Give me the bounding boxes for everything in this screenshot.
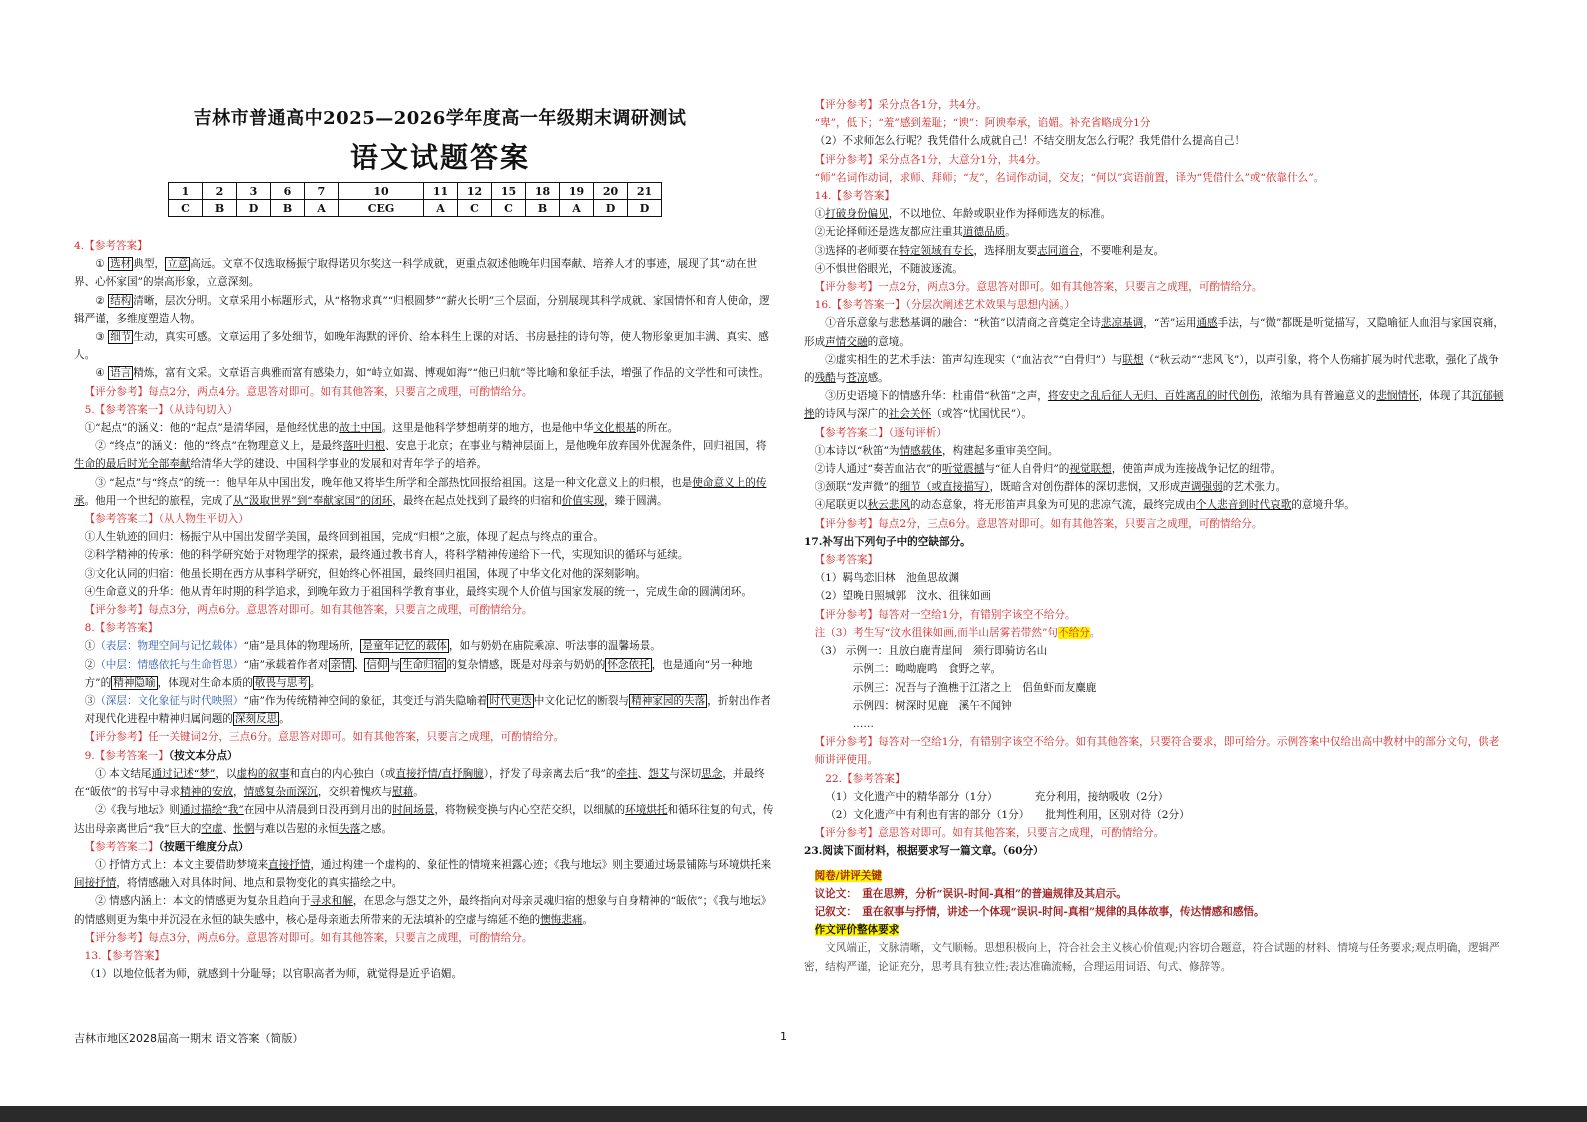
answer-text: 手法，与“微”都既是听觉描写，又隐喻征人血泪与家国哀痛，形成 bbox=[804, 317, 1504, 348]
underlined-keyword: 将安史之乱后征人无归、百姓离乱的时代创伤 bbox=[1047, 390, 1260, 403]
q13-note-1: “卑”，低下；“羞”感到羞耻；“谀”：阿谀奉承，谄媚。补充省略成分1分 bbox=[814, 117, 1151, 130]
answer-text: “庙”作为传统精神空间的象征，其变迁与消失隐喻着 bbox=[243, 695, 488, 708]
q5-point-1 bbox=[74, 419, 776, 437]
keyword-box: 信仰 bbox=[366, 658, 388, 671]
point-number: ① bbox=[95, 258, 105, 271]
q17-heading: 17.补写出下列句子中的空缺部分。 bbox=[804, 535, 971, 548]
answer-cell: B bbox=[203, 200, 237, 217]
keyword-box: 精神隐喻 bbox=[113, 676, 156, 689]
answer-text: 清晰，层次分明。文章采用小标题形式，从“格物求真”“归根圆梦”“薪火长明”三个层面，分别展现其科学成就、家国情怀和育人使命，逻辑严谨，多维度塑造人物。 bbox=[74, 294, 770, 325]
question-number-cell: 12 bbox=[458, 183, 492, 200]
q9-alt-heading bbox=[74, 838, 776, 856]
q5-alt-point-1: ①人生轨迹的回归：杨振宁从中国出发留学美国，最终回到祖国，完成“归根”之旅，体现了起点与终点的重合。 bbox=[84, 531, 604, 544]
answer-text: ④尾联更以 bbox=[814, 499, 868, 512]
answer-text: ，将情感融入对具体时间、地点和景物变化的真实描绘之中。 bbox=[116, 877, 403, 890]
question-number-cell: 1 bbox=[169, 183, 203, 200]
answer-text: 感。 bbox=[867, 372, 889, 385]
question-number-cell: 18 bbox=[526, 183, 560, 200]
answer-text: 给清华大学的建设、中国科学事业的发展和对青年学子的培养。 bbox=[190, 458, 488, 471]
q13-scoring-1: 【评分参考】采分点各1分，共4分。 bbox=[814, 99, 987, 111]
underlined-keyword: 通过记述“梦” bbox=[151, 767, 216, 780]
answer-text: ），抒发了母亲离去后“我”的 bbox=[483, 767, 617, 780]
q16-point-1 bbox=[804, 314, 1504, 350]
q16-heading bbox=[804, 296, 1504, 314]
answer-text: 中文化记忆的断裂与 bbox=[533, 695, 630, 708]
answer-text: 。这里是他科学梦想萌芽的地方，也是他中华 bbox=[381, 422, 594, 435]
q17-scoring-2: 【评分参考】每答对一空给1分，有错别字该空不给分。如有其他答案，只要符合要求，即可给分。示例答案中仅给出高中教材中的部分文句，供老师讲评使用。 bbox=[814, 736, 1500, 767]
answer-title: 语文试题答案 bbox=[349, 141, 530, 174]
answer-cell: A bbox=[560, 200, 594, 217]
heading-text: 5.【参考答案一】 bbox=[84, 403, 169, 416]
answer-text: ，将物候变换与内心空茫交织，以细腻的 bbox=[434, 804, 626, 817]
answer-text: ，体现对生命本质的 bbox=[157, 676, 253, 689]
answer-text: ，通过构建一个虚构的、象征性的情境来袒露心迹；《我与地坛》则主要通过场景铺陈与环境烘托来 bbox=[310, 858, 772, 871]
answer-text: “庙”承载着作者对 bbox=[243, 658, 329, 671]
underlined-keyword: 听觉震撼 bbox=[941, 463, 985, 476]
answer-text: 和循环往复的句式，传达出母亲离世后“我”巨大的 bbox=[74, 804, 774, 835]
question-number-cell: 19 bbox=[560, 183, 594, 200]
answer-text: ② “终点”的涵义：他的“终点”在物理意义上，是最终 bbox=[95, 440, 343, 453]
heading-text: 【参考答案二】 bbox=[84, 840, 159, 853]
q14-point-3 bbox=[804, 242, 1504, 260]
answer-text: ③选择的老师要在 bbox=[814, 244, 900, 257]
keyword-box: 选材 bbox=[110, 258, 132, 271]
answer-text: ②无论择师还是选友都应注重其 bbox=[814, 226, 963, 239]
answer-text: ，体现了其 bbox=[1418, 390, 1472, 403]
heading-note: （分层次阐述艺术效果与思想内涵。） bbox=[905, 299, 1076, 312]
answer-text: ② 情感内涵上：本文的情感更为复杂且趋向于 bbox=[95, 895, 311, 908]
answer-cell: D bbox=[237, 200, 271, 217]
answer-text: 的所在。 bbox=[635, 422, 679, 435]
answer-text: 、 bbox=[353, 658, 365, 671]
answer-text: ，臻于圆满。 bbox=[604, 494, 668, 507]
answer-text: ，既暗含对创伤群体的深切悲悯，又形成 bbox=[989, 481, 1181, 494]
heading-text: 9.【参考答案一】 bbox=[84, 749, 169, 762]
underlined-keyword: 时间场景 bbox=[392, 804, 435, 817]
keyword-box: 精神家园的失落 bbox=[631, 695, 706, 708]
underlined-keyword: 悲凉基调 bbox=[1100, 317, 1144, 330]
q8-point-1 bbox=[74, 637, 776, 655]
q9-point-2 bbox=[74, 801, 776, 837]
question-number-cell: 7 bbox=[305, 183, 339, 200]
point-number: ② bbox=[95, 294, 105, 307]
highlighted-label: 阅卷/讲评关键 bbox=[814, 869, 883, 882]
question-number-cell: 10 bbox=[339, 183, 424, 200]
q16-alt-heading bbox=[804, 424, 1504, 442]
answer-text: ，以 bbox=[215, 767, 237, 780]
q17-scoring: 【评分参考】每答对一空给1分，有错别字该空不给分。 bbox=[814, 608, 1076, 621]
answer-text: ①“起点”的涵义：他的“起点”是清华园，是他经忧患的 bbox=[84, 422, 340, 435]
answer-text: ①音乐意象与悲愁基调的融合：“秋笛”以清商之音奠定全诗 bbox=[825, 317, 1101, 330]
question-number-cell: 3 bbox=[237, 183, 271, 200]
answer-text: ① 本文结尾 bbox=[95, 767, 152, 780]
answer-text: ， bbox=[233, 786, 244, 799]
answer-text: 高远。文章不仅选取杨振宁取得诺贝尔奖这一科学成就，更重点叙述他晚年归国奉献、培养人才的事迹，展现了其“动在世界、心怀家国”的崇高形象，立意深刻。 bbox=[74, 258, 758, 289]
q17-answer-2: （2）望晚日照城郭 汶水、徂徕如画 bbox=[814, 590, 991, 603]
keyword-box: 时代更迭 bbox=[489, 695, 532, 708]
q4-point-2 bbox=[74, 292, 776, 328]
answer-text: ③ “起点”与“终点”的统一：他早年从中国出发，晚年他又将毕生所学和全部热忱回报给祖国。这是一种文化意义上的归根，也是 bbox=[95, 476, 693, 489]
point-number: ③ bbox=[95, 331, 105, 344]
underlined-keyword: 联想 bbox=[1122, 353, 1144, 366]
q23-requirements: 文风端正，文脉清晰，文气顺畅。思想积极向上，符合社会主义核心价值观;内容切合题意，符合试题的材料、情境与任务要求;观点明确，逻辑严密，结构严谨，论证充分，思考具有独立性;表达准确流畅，合理运用词语、句式、修辞等。 bbox=[804, 942, 1500, 973]
question-number-cell: 6 bbox=[271, 183, 305, 200]
exam-title: 吉林市普通高中2025—2026学年度高一年级期末调研测试 bbox=[193, 108, 687, 129]
layer-tag: （深层：文化象征与时代映照） bbox=[95, 695, 244, 708]
highlighted-label: 作文评价整体要求 bbox=[814, 924, 900, 937]
q16-alt-point-1 bbox=[804, 442, 1504, 460]
answer-text: ，在思念与怨艾之外，最终指向对母亲灵魂归宿的想象与自身精神的“皈依”；《我与地坛》的情感则更为集中并沉浸在永恒的缺失感中，核心是母亲逝去所带来的无法填补的空虚与绵延不绝的 bbox=[74, 895, 772, 926]
answer-text: ，选择朋友要 bbox=[973, 244, 1038, 257]
underlined-keyword: 道德品质 bbox=[962, 226, 1006, 239]
underlined-keyword: 寻求和解 bbox=[310, 895, 353, 908]
answer-text: ① bbox=[814, 208, 826, 221]
q8-scoring: 【评分参考】任一关键词2分，三点6分。意思答对即可。如有其他答案，只要言之成理，可酌情给分。 bbox=[84, 731, 565, 744]
heading-note: （逐句评析） bbox=[888, 426, 948, 439]
answer-text: ，使笛声成为连接战争记忆的纽带。 bbox=[1111, 463, 1282, 476]
q5-heading bbox=[74, 401, 776, 419]
right-column bbox=[804, 96, 1504, 976]
layer-tag: （表层：物理空间与记忆载体） bbox=[95, 640, 244, 653]
q9-heading bbox=[74, 747, 776, 765]
q23-argumentative: 议论文： 重在思辨，分析“误识-时间-真相”的普遍规律及其启示。 bbox=[814, 887, 1127, 900]
q13-scoring-2: 【评分参考】采分点各1分，大意分1分，共4分。 bbox=[814, 153, 1047, 166]
q17-example-1: （3） 示例一：且放白鹿青崖间 须行即骑访名山 bbox=[814, 645, 1048, 658]
answer-text: ②诗人通过“奏苦血沾衣”的 bbox=[814, 463, 942, 476]
q23-narrative: 记叙文： 重在叙事与抒情，讲述一个体现“误识-时间-真相”规律的具体故事，传达情感和感悟。 bbox=[814, 905, 1265, 918]
q14-heading: 14.【参考答案】 bbox=[814, 190, 896, 203]
q8-point-2 bbox=[74, 656, 776, 692]
answer-text: ，不要唯利是友。 bbox=[1079, 244, 1165, 257]
answer-cell: C bbox=[169, 200, 203, 217]
answer-text: ，并最终在“皈依”的书写中寻求 bbox=[74, 767, 765, 799]
document-header bbox=[90, 104, 790, 176]
underlined-keyword: 声调强弱 bbox=[1180, 481, 1223, 494]
underlined-keyword: 苍凉 bbox=[846, 372, 868, 385]
answer-text: 在园中从清晨到日没再到月出的 bbox=[243, 804, 393, 817]
q13-heading: 13.【参考答案】 bbox=[84, 949, 166, 962]
underlined-keyword: 怅惘 bbox=[233, 822, 255, 835]
q14-point-4: ④不惧世俗眼光，不随波逐流。 bbox=[814, 262, 963, 275]
q16-alt-point-3 bbox=[804, 478, 1504, 496]
underlined-keyword: 社会关怀 bbox=[888, 408, 932, 421]
q8-heading: 8.【参考答案】 bbox=[84, 622, 159, 635]
q16-alt-point-4 bbox=[804, 496, 1504, 514]
underlined-keyword: 价值实现 bbox=[561, 494, 605, 507]
q13-note-2: “师”名词作动词，求师、拜师；“友”，名词作动词，交友；“何以”宾语前置，译为“凭借什么”或“依靠什么”。 bbox=[814, 171, 1325, 184]
answer-text: 之感。 bbox=[360, 822, 393, 835]
answer-text: ，折射出作者对现代化进程中精神归属问题的 bbox=[84, 695, 771, 726]
q5-alt-point-2: ②科学精神的传承：他的科学研究始于对物理学的探索，最终通过教书育人，将科学精神传递给下一代，实现知识的循环与延续。 bbox=[84, 549, 689, 562]
heading-note: （从诗句切入） bbox=[168, 403, 238, 416]
layer-tag: （中层：情感依托与生命哲思） bbox=[95, 658, 244, 671]
underlined-keyword: 声情交融 bbox=[825, 335, 868, 348]
underlined-keyword: 文化根基 bbox=[593, 422, 636, 435]
answer-text: 与难以告慰的永恒 bbox=[254, 822, 340, 835]
underlined-keyword: 直接抒情/直抒胸臆 bbox=[395, 767, 484, 780]
bottom-border bbox=[0, 1106, 1587, 1122]
answer-text: （或答“忧国忧民”）。 bbox=[931, 408, 1032, 421]
answer-text: ，构建起多重审美空间。 bbox=[941, 444, 1059, 457]
underlined-keyword: 沉郁顿挫 bbox=[804, 390, 1504, 421]
underlined-keyword: 落叶归根 bbox=[342, 440, 386, 453]
note-text: 。 bbox=[1089, 626, 1101, 639]
q17-example-ellipsis: …… bbox=[852, 717, 874, 730]
answer-text: “庙”是具体的物理场所， bbox=[243, 640, 361, 653]
underlined-keyword: 空虚 bbox=[201, 822, 223, 835]
underlined-keyword: 思念 bbox=[701, 767, 723, 780]
underlined-keyword: 视觉联想 bbox=[1069, 463, 1112, 476]
point-number: ② bbox=[84, 658, 96, 671]
answer-text: 的意境升华。 bbox=[1291, 499, 1355, 512]
q5-alt-heading bbox=[74, 510, 776, 528]
q22-answer-1: （1）文化遗产中的精华部分（1分） 充分利用，接纳吸收（2分） bbox=[825, 790, 1169, 803]
answer-text: 。 bbox=[413, 786, 424, 799]
answer-text: ②《我与地坛》则 bbox=[95, 804, 180, 817]
underlined-keyword: 个人悲音到时代哀歌 bbox=[1195, 499, 1292, 512]
heading-text: 16.【参考答案一】 bbox=[814, 299, 906, 312]
answer-text: ③历史语境下的情感升华：杜甫借“秋笛”之声， bbox=[825, 390, 1048, 403]
q9-alt-point-1 bbox=[74, 856, 776, 892]
answer-text: 的复杂情感，既是对母亲与奶奶的 bbox=[446, 658, 606, 671]
underlined-keyword: 虚构的叙事 bbox=[236, 767, 290, 780]
underlined-keyword: 悲悯情怀 bbox=[1376, 390, 1419, 403]
heading-text: 【参考答案二】 bbox=[84, 513, 159, 526]
q5-point-2 bbox=[74, 437, 776, 473]
underlined-keyword: 直接抒情 bbox=[268, 858, 311, 871]
answer-text: 生动，真实可感。文章运用了多处细节，如晚年海默的评价、给本科生上课的对话、书房悬挂的诗句等，使人物形象更加丰满、真实、感人。 bbox=[74, 331, 769, 362]
q17-example-4: 示例四：树深时见鹿 溪午不闻钟 bbox=[852, 699, 1012, 712]
q4-point-4 bbox=[74, 364, 776, 382]
point-number: ① bbox=[84, 640, 96, 653]
answer-text: 与 bbox=[389, 658, 401, 671]
q13-answer-2: （2）不求师怎么行呢？我凭借什么成就自己！不结交朋友怎么行呢？我凭借什么提高自己！ bbox=[814, 135, 1246, 148]
q5-point-3 bbox=[74, 474, 776, 510]
heading-note: （从人物生平切入） bbox=[158, 513, 249, 526]
underlined-keyword: 细节（或直接描写） bbox=[899, 481, 990, 494]
underlined-keyword: 懊悔悲痛 bbox=[540, 913, 583, 926]
answer-text: 的动态意象，将无形笛声具象为可见的悲凉气流，最终完成由 bbox=[909, 499, 1196, 512]
page-number: 1 bbox=[780, 1030, 787, 1043]
q14-scoring: 【评分参考】一点2分，两点3分。意思答对即可。如有其他答案，只要言之成理，可酌情给分。 bbox=[814, 281, 1263, 294]
underlined-keyword: 情感复杂而深沉 bbox=[243, 786, 318, 799]
answer-text: 精炼，富有文采。文章语言典雅而富有感染力，如“峙立如嵩、博观如海”“他已归航”等比喻和象征手法，增强了作品的文学性和可读性。 bbox=[133, 367, 770, 380]
answer-text: 。 bbox=[279, 713, 290, 726]
q23-requirements-label bbox=[804, 921, 1504, 939]
keyword-box: 细节 bbox=[110, 331, 132, 344]
q23-heading: 23.阅读下面材料，根据要求写一篇文章。（60分） bbox=[804, 845, 1044, 858]
keyword-box: 亲情 bbox=[330, 658, 352, 671]
keyword-box: 敬畏与思考 bbox=[254, 676, 308, 689]
answer-text: （“秋云动”“悲风飞”），以声引象，将个人伤痛扩展为时代悲歌，强化了战争的 bbox=[804, 353, 1499, 385]
answer-text: ，“苦”运用 bbox=[1143, 317, 1197, 330]
underlined-keyword: 环境烘托 bbox=[625, 804, 668, 817]
q14-point-2 bbox=[804, 223, 1504, 241]
underlined-keyword: 志同道合 bbox=[1037, 244, 1080, 257]
answer-text: 。 bbox=[1005, 226, 1016, 239]
answer-cell: D bbox=[628, 200, 662, 217]
keyword-box: 语言 bbox=[110, 367, 132, 380]
point-number: ③ bbox=[84, 695, 96, 708]
q22-scoring: 【评分参考】意思答对即可。如有其他答案，只要言之成理，可酌情给分。 bbox=[814, 827, 1165, 840]
answer-text: 。他用一个世纪的旅程，完成了 bbox=[84, 494, 233, 507]
underlined-keyword: 精神的安放 bbox=[180, 786, 234, 799]
keyword-box: 是童年记忆的载体 bbox=[362, 640, 448, 653]
q16-point-2 bbox=[804, 351, 1504, 387]
left-column bbox=[74, 237, 776, 983]
answer-text: ，如与奶奶在庙院乘凉、听法事的温馨场景。 bbox=[449, 640, 661, 653]
q5-alt-point-3: ③文化认同的归宿：他虽长期在西方从事科学研究，但始终心怀祖国，最终回归祖国，体现了中华文化对他的深刻影响。 bbox=[84, 567, 647, 580]
answer-text: 与深切 bbox=[669, 767, 702, 780]
answer-cell: A bbox=[424, 200, 458, 217]
answer-cell: CEG bbox=[339, 200, 424, 217]
underlined-keyword: 秋云悲风 bbox=[867, 499, 910, 512]
underlined-keyword: 特定领域有专长 bbox=[899, 244, 974, 257]
answer-text: 的意境。 bbox=[867, 335, 910, 348]
answer-cell: C bbox=[492, 200, 526, 217]
underlined-keyword: 慰藉 bbox=[392, 786, 414, 799]
heading-text: 【参考答案二】 bbox=[814, 426, 889, 439]
underlined-keyword: 残酷 bbox=[814, 372, 836, 385]
q4-point-1 bbox=[74, 255, 776, 291]
answer-row bbox=[169, 200, 662, 217]
answer-text: ①本诗以“秋笛”为 bbox=[814, 444, 900, 457]
q16-point-3 bbox=[804, 387, 1504, 423]
underlined-keyword: 情感载体 bbox=[899, 444, 942, 457]
answer-text: 、安息于北京；在事业与精神层面上，是他晚年放弃国外优渥条件，回归祖国，将 bbox=[385, 440, 767, 453]
keyword-box: 怀念依托 bbox=[607, 658, 650, 671]
answer-text: ，不以地位、年龄或职业作为择师选友的标准。 bbox=[888, 208, 1112, 221]
q17-answer-1: （1）羁鸟恋旧林 池鱼思故渊 bbox=[814, 572, 960, 585]
answer-text: ，浓缩为具有普遍意义的 bbox=[1259, 390, 1377, 403]
underlined-keyword: 通感 bbox=[1196, 317, 1218, 330]
answer-cell: D bbox=[594, 200, 628, 217]
answer-cell: B bbox=[271, 200, 305, 217]
answer-text: 、 bbox=[637, 767, 649, 780]
q5-scoring: 【评分参考】每点3分，两点6分。意思答对即可。如有其他答案，只要言之成理，可酌情给分。 bbox=[84, 604, 533, 617]
q4-point-3 bbox=[74, 328, 776, 364]
answer-text: 的诗风与深广的 bbox=[814, 408, 889, 421]
answer-cell: B bbox=[526, 200, 560, 217]
answer-text: ，最终在起点处找到了最终的归宿和 bbox=[392, 494, 562, 507]
answer-text: 和直白的内心独白（或 bbox=[289, 767, 396, 780]
answer-text: ，也是通向“另一种地方”的 bbox=[84, 658, 753, 689]
underlined-keyword: 故土中国 bbox=[339, 422, 382, 435]
answer-text: 的艺术张力。 bbox=[1222, 481, 1287, 494]
keyword-box: 生命归宿 bbox=[402, 658, 445, 671]
answer-text: ②虚实相生的艺术手法：笛声勾连现实（“血沾衣”“白骨归”）与 bbox=[825, 353, 1123, 366]
keyword-box: 立意 bbox=[167, 258, 189, 271]
q17-note bbox=[804, 624, 1504, 642]
question-number-cell: 2 bbox=[203, 183, 237, 200]
q16-scoring: 【评分参考】每点2分，三点6分。意思答对即可。如有其他答案，只要言之成理，可酌情给分。 bbox=[814, 517, 1263, 530]
keyword-box: 深刻反思 bbox=[234, 713, 278, 726]
highlighted-text: 不给分 bbox=[1058, 626, 1090, 639]
underlined-keyword: 使命意义上的传承 bbox=[74, 476, 767, 507]
answer-text: 与 bbox=[835, 372, 847, 385]
q17-example-2: 示例二：呦呦鹿鸣 食野之苹。 bbox=[852, 663, 1002, 676]
q16-alt-point-2 bbox=[804, 460, 1504, 478]
heading-note: （按题干维度分点） bbox=[158, 840, 249, 853]
underlined-keyword: 从“汲取世界”到“奉献家国”的闭环 bbox=[232, 494, 393, 507]
answer-text: 、 bbox=[222, 822, 234, 835]
footer-title: 吉林市地区2028届高一期末 语文答案（简版） bbox=[74, 1032, 304, 1045]
q9-scoring: 【评分参考】每点3分，两点6分。意思答对即可。如有其他答案，只要言之成理，可酌情给分。 bbox=[84, 931, 533, 944]
underlined-keyword: 通过描绘“我” bbox=[179, 804, 244, 817]
underlined-keyword: 失落 bbox=[339, 822, 361, 835]
q22-answer-2: （2）文化遗产中有利也有害的部分（1分） 批判性利用，区别对待（2分） bbox=[825, 808, 1190, 821]
answer-cell: A bbox=[305, 200, 339, 217]
q17-example-3: 示例三：况吾与子渔樵于江渚之上 侣鱼虾而友麋鹿 bbox=[852, 681, 1097, 694]
answer-text: ③颈联“发声微”的 bbox=[814, 481, 900, 494]
answer-text: ，交织着愧疚与 bbox=[317, 786, 393, 799]
question-number-cell: 21 bbox=[628, 183, 662, 200]
question-number-cell: 20 bbox=[594, 183, 628, 200]
underlined-keyword: 生命的最后时光全部奉献 bbox=[74, 458, 191, 471]
answer-text: 。 bbox=[582, 913, 594, 926]
answer-cell: C bbox=[458, 200, 492, 217]
underlined-keyword: 怨艾 bbox=[648, 767, 670, 780]
answer-text: 与“征人自骨归”的 bbox=[984, 463, 1070, 476]
question-number-row bbox=[169, 183, 662, 200]
point-number: ④ bbox=[95, 367, 105, 380]
q13-answer-1: （1）以地位低者为师，就感到十分耻辱；以官职高者为师，就觉得是近乎谄媚。 bbox=[84, 968, 463, 981]
q17-answer-heading: 【参考答案】 bbox=[814, 554, 879, 567]
q5-alt-point-4: ④生命意义的升华：他从青年时期的科学追求，到晚年致力于祖国科学教育事业，最终实现个人价值与国家发展的统一，完成生命的圆满闭环。 bbox=[84, 585, 752, 598]
q4-scoring: 【评分参考】每点2分，两点4分。意思答对即可。如有其他答案，只要言之成理，可酌情给分。 bbox=[84, 385, 533, 398]
multiple-choice-answer-table bbox=[168, 182, 662, 217]
q22-heading: 22.【参考答案】 bbox=[825, 772, 906, 785]
answer-text: 典型， bbox=[133, 258, 166, 271]
underlined-keyword: 打破身份偏见 bbox=[825, 208, 889, 221]
keyword-box: 结构 bbox=[110, 294, 132, 307]
q4-heading: 4.【参考答案】 bbox=[74, 240, 148, 252]
answer-text: 。 bbox=[309, 676, 321, 689]
note-text: 注（3）考生写“汶水徂徕如画,而半山居雾若带然”句 bbox=[814, 626, 1058, 639]
q14-point-1 bbox=[804, 205, 1504, 223]
heading-note: （按文本分点） bbox=[168, 749, 238, 762]
underlined-keyword: 牵挂 bbox=[616, 767, 638, 780]
q23-grading-key-label bbox=[804, 867, 1504, 885]
q8-point-3 bbox=[74, 692, 776, 728]
underlined-keyword: 间接抒情 bbox=[74, 877, 117, 890]
q9-alt-point-2 bbox=[74, 892, 776, 928]
question-number-cell: 15 bbox=[492, 183, 526, 200]
q9-point-1 bbox=[74, 765, 776, 801]
question-number-cell: 11 bbox=[424, 183, 458, 200]
answer-text: ① 抒情方式上：本文主要借助梦境来 bbox=[95, 858, 269, 871]
